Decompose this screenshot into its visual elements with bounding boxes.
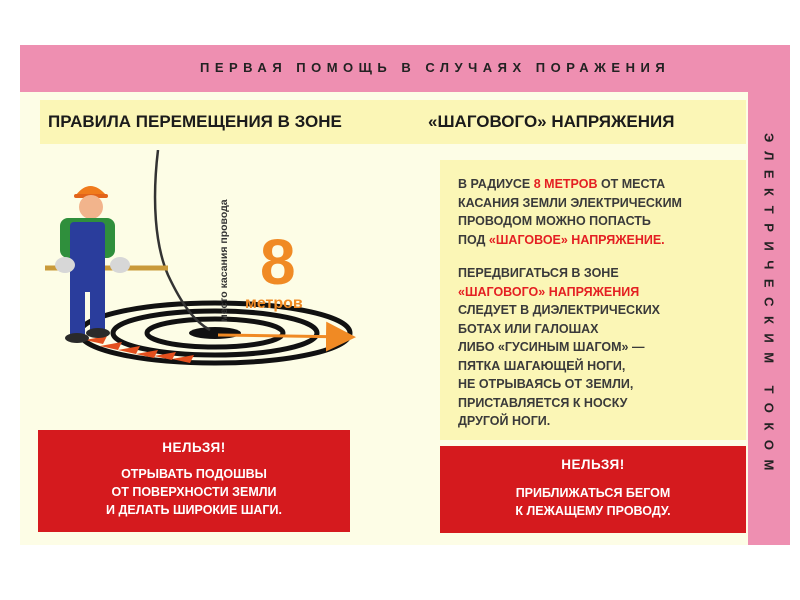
warning-right [440,446,746,533]
info-text: ПОД [458,232,489,247]
info-highlight: «ШАГОВОЕ» НАПРЯЖЕНИЕ. [488,232,665,247]
side-title-wrapper [752,96,786,516]
warning-left-title: НЕЛЬЗЯ! [162,440,226,455]
info-p1-line2: КАСАНИЯ ЗЕМЛИ ЭЛЕКТРИЧЕСКИМ [458,195,682,210]
info-p2-line7: НЕ ОТРЫВАЯСЬ ОТ ЗЕМЛИ, [458,377,634,391]
warning-left-line3: И ДЕЛАТЬ ШИРОКИЕ ШАГИ. [106,503,282,517]
wire-touch-label: место касания провода [218,199,230,322]
worker-figure [55,186,130,343]
info-p2-line2: «ШАГОВОГО» НАПРЯЖЕНИЯ [458,284,640,299]
rules-heading [40,100,746,144]
info-highlight: 8 МЕТРОВ [533,177,598,191]
distance-number: 8 [260,226,296,298]
warning-right-line1: ПРИБЛИЖАТЬСЯ БЕГОМ [515,486,671,500]
heading-part-2: «ШАГОВОГО» НАПРЯЖЕНИЯ [428,112,675,131]
header-title: ПЕРВАЯ ПОМОЩЬ В СЛУЧАЯХ ПОРАЖЕНИЯ [200,60,671,75]
heading-part-1: ПРАВИЛА ПЕРЕМЕЩЕНИЯ В ЗОНЕ [48,112,342,131]
info-p2-line5: ЛИБО «ГУСИНЫМ ШАГОМ» — [458,340,645,354]
side-title: ЭЛЕКТРИЧЕСКИМ ТОКОМ [761,132,777,480]
info-p1-line1 [458,175,665,194]
warning-right-line2: К ЛЕЖАЩЕМУ ПРОВОДУ. [515,504,671,518]
warning-left-line2: ОТ ПОВЕРХНОСТИ ЗЕМЛИ [111,485,277,499]
distance-unit: метров [245,295,303,312]
info-text: В РАДИУСЕ [458,177,534,191]
info-p1-line3: ПРОВОДОМ МОЖНО ПОПАСТЬ [458,214,651,228]
header-band [20,45,790,92]
info-p1-line4 [458,231,665,250]
ground-rings [80,303,350,363]
warning-right-title: НЕЛЬЗЯ! [561,457,625,472]
radius-arrow [218,335,350,337]
info-p2-line1: ПЕРЕДВИГАТЬСЯ В ЗОНЕ [458,266,619,280]
info-p2-line3: СЛЕДУЕТ В ДИЭЛЕКТРИЧЕСКИХ [458,303,661,317]
info-p2-line9: ДРУГОЙ НОГИ. [458,414,551,428]
info-p2-line8: ПРИСТАВЛЯЕТСЯ К НОСКУ [458,395,628,410]
info-p2-line4: БОТАХ ИЛИ ГАЛОШАХ [458,321,599,336]
warning-left-line1: ОТРЫВАТЬ ПОДОШВЫ [121,467,267,481]
step-voltage-illustration [40,150,370,410]
warning-left [38,430,350,532]
info-p2-line6: ПЯТКА ШАГАЮЩЕЙ НОГИ, [458,358,626,373]
info-text: ОТ МЕСТА [597,177,666,191]
